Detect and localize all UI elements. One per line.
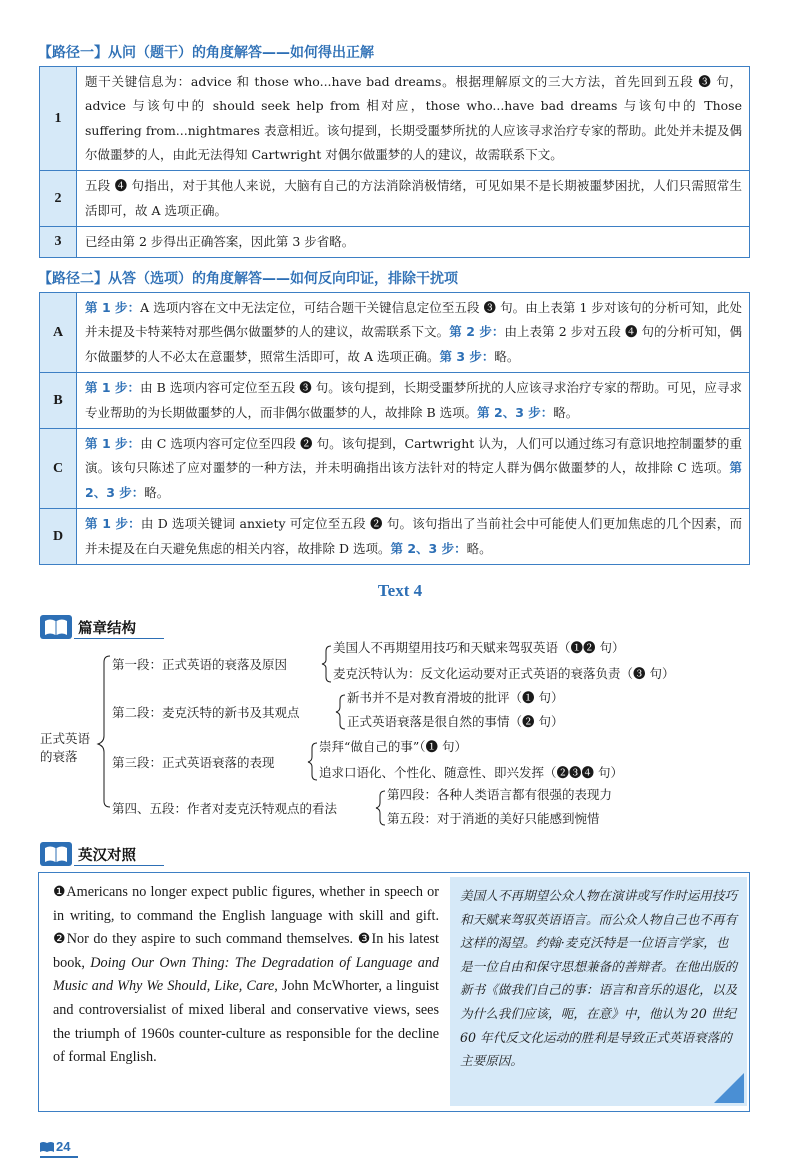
english-text: ❶Americans no longer expect public figures, whether in speech or in writing, to command the English language with skill and gift. ❷Nor do they aspire to such command themselves. ❸In his latest book, <box>53 884 439 971</box>
book-icon <box>40 842 72 866</box>
path1-table <box>39 66 750 258</box>
book-title: Doing Our Own Thing: The Degradation of Language and Music and Why We Should, Like, Care <box>53 954 440 995</box>
option-letter: D <box>40 509 77 565</box>
tree-node: 第三段：正式英语衰落的表现 <box>112 755 275 770</box>
book-icon <box>40 615 72 639</box>
option-analysis <box>77 373 750 429</box>
step-text: 由 B 选项内容可定位至五段 ❸ 句。该句提到，长期受噩梦所扰的人应该寻求治疗专家的帮助。可见，应寻求专业帮助的为长期做噩梦的人，而非偶尔做噩梦的人，故排除 B 选项。 <box>85 380 742 420</box>
step-text: 五段 ❹ 句指出，对于其他人来说，大脑有自己的方法消除消极情绪，可见如果不是长期被噩梦困扰，人们只需照常生活即可，故 A 选项正确。 <box>77 171 750 227</box>
tree-leaf: 麦克沃特认为：反文化运动要对正式英语的衰落负责（❸ 句） <box>333 666 675 681</box>
table-row <box>40 293 750 373</box>
table-row <box>40 227 750 258</box>
page-number: 24 <box>40 1139 70 1154</box>
badge-label: 英汉对照 <box>78 848 136 864</box>
step-number: 3 <box>40 227 77 258</box>
chinese-text: 美国人不再期望公众人物在演讲或写作时运用技巧和天赋来驾驭英语语言。而公众人物自己也不再有这样的渴望。约翰·麦克沃特是一位语言学家，也是一位自由和保守思想兼备的善辩者。在他出版的新书《做我们自己的事：语言和音乐的退化，以及为什么我们应该，呃，在意》中，他认为 20 世纪 60 年代反文化运动的胜利是导致正式英语衰落的主要原因。 <box>460 888 738 1069</box>
bilingual-badge <box>40 842 164 866</box>
tree-node: 第四、五段：作者对麦克沃特观点的看法 <box>112 801 338 816</box>
step-label: 第 3 步： <box>439 348 495 364</box>
tree-node: 第一段：正式英语的衰落及原因 <box>112 657 288 672</box>
tree-leaf: 第五段：对于消逝的美好只能感到惋惜 <box>387 811 600 826</box>
step-label: 第 1 步： <box>85 380 141 395</box>
section-heading: Text 4 <box>377 581 423 600</box>
tree-leaf: 追求口语化、个性化、随意性、即兴发挥（❷❸❹ 句） <box>319 765 623 780</box>
step-label: 第 2 步： <box>449 324 505 340</box>
option-analysis <box>77 509 750 565</box>
table-row <box>40 373 750 429</box>
path1-title: 【路径一】从问（题干）的角度解答——如何得出正解 <box>38 45 374 61</box>
tree-leaf: 第四段：各种人类语言都有很强的表现力 <box>387 787 613 802</box>
step-text: 由 C 选项内容可定位至四段 ❷ 句。该句提到，Cartwright 认为，人们可以通过练习有意识地控制噩梦的重演。该句只陈述了应对噩梦的一种方法，并未明确指出该方法针对的特定人群为偶尔做噩梦的人，故排除 C 选项。 <box>85 435 742 476</box>
page-curl-icon <box>714 1073 744 1103</box>
tree-leaf: 美国人不再期望用技巧和天赋来驾驭英语（❶❷ 句） <box>333 640 625 655</box>
step-number: 2 <box>40 171 77 227</box>
option-letter: A <box>40 293 77 373</box>
bilingual-box <box>38 872 750 1112</box>
badge-label: 篇章结构 <box>78 621 136 637</box>
step-text: A 选项内容在文中无法定位，可结合题干关键信息定位至五段 ❸ 句。由上表第 1 步对该句的分析可知，此处并未提及卡特莱特对那些偶尔做噩梦的人的建议，故需联系下文。 <box>85 299 742 340</box>
step-text: 由上表第 2 步对五段 ❹ 句的分析可知，偶尔做噩梦的人不必太在意噩梦，照常生活即可，故 A 选项正确。 <box>85 324 742 364</box>
step-text: 略。 <box>553 404 579 420</box>
path2-table <box>39 292 750 565</box>
step-text: 题干关键信息为：advice 和 those who...have bad dreams。根据理解原文的三大方法，首先回到五段 ❸ 句，advice 与该句中的 should seek help from 相对应，those who...have bad dreams 与该句中的 Those suffering from...nightmares 表意相近。该句提到，长期受噩梦所扰的人应该寻求治疗专家的帮助。此处并未提及偶尔做噩梦的人，由此无法得知 Cartwright 对偶尔做噩梦的人的建议，故需联系下文。 <box>77 67 750 171</box>
step-label: 第 1 步： <box>85 299 141 315</box>
path2-title: 【路径二】从答（选项）的角度解答——如何反向印证，排除干扰项 <box>38 271 458 287</box>
tree-root: 正式英语 的衰落 <box>40 731 91 764</box>
table-row <box>40 429 750 509</box>
option-letter: B <box>40 373 77 429</box>
step-label: 第 2、3 步： <box>390 540 467 556</box>
tree-leaf: 新书并不是对教育滑坡的批评（❶ 句） <box>347 690 564 705</box>
step-text: 略。 <box>144 484 170 500</box>
table-row <box>40 67 750 171</box>
chinese-translation <box>450 877 747 1106</box>
structure-badge <box>40 615 164 639</box>
option-analysis <box>77 429 750 509</box>
option-letter: C <box>40 429 77 509</box>
step-label: 第 2、3 步： <box>477 404 554 420</box>
tree-node: 第二段：麦克沃特的新书及其观点 <box>112 705 300 720</box>
step-label: 第 1 步： <box>85 516 141 531</box>
step-text: 略。 <box>494 348 520 364</box>
step-label: 第 2、3 步： <box>85 460 742 500</box>
english-text: , John McWhorter, a linguist and controversialist of mixed liberal and conservative views, sees the triumph of 1960s counter-culture as responsible for the decline of formal English. <box>53 978 439 1066</box>
english-passage <box>39 873 447 1110</box>
step-number: 1 <box>40 67 77 171</box>
option-analysis <box>77 293 750 373</box>
step-label: 第 1 步： <box>85 435 141 451</box>
tree-leaf: 崇拜“做自己的事”（❶ 句） <box>319 739 468 754</box>
step-text: 略。 <box>466 540 492 556</box>
step-text: 由 D 选项关键词 anxiety 可定位至五段 ❷ 句。该句指出了当前社会中可能使人们更加焦虑的几个因素，而并未提及在白天避免焦虑的相关内容，故排除 D 选项。 <box>85 516 742 556</box>
book-icon <box>40 1141 54 1153</box>
step-text: 已经由第 2 步得出正确答案，因此第 3 步省略。 <box>77 227 750 258</box>
tree-leaf: 正式英语衰落是很自然的事情（❷ 句） <box>347 714 564 729</box>
table-row <box>40 171 750 227</box>
table-row <box>40 509 750 565</box>
